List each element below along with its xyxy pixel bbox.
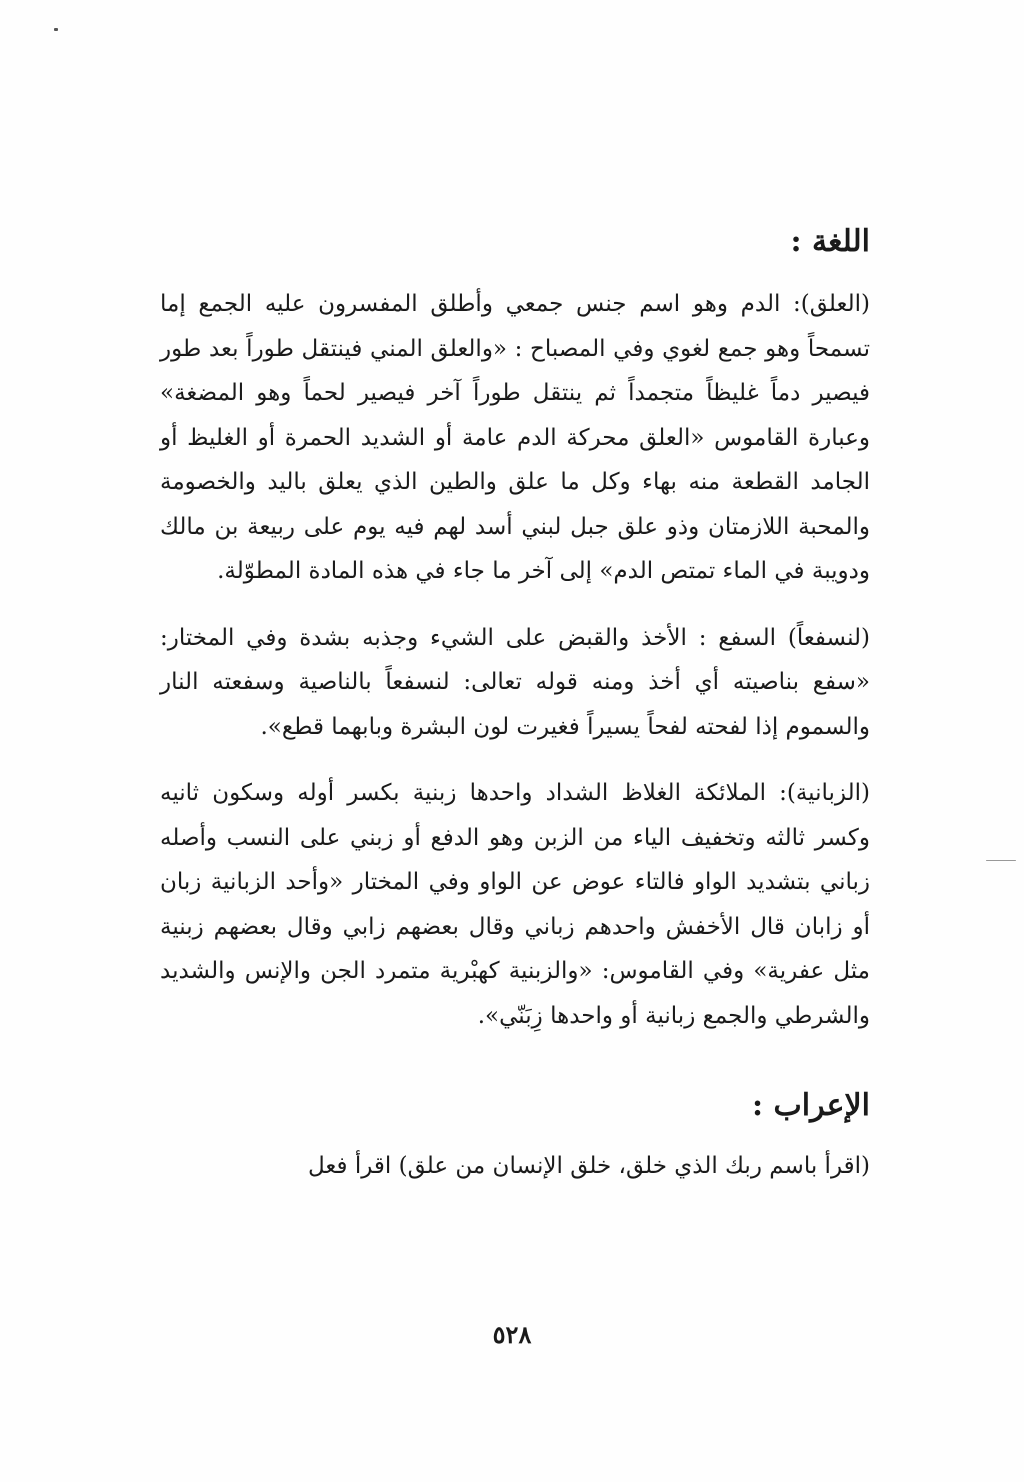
scan-speck [54, 28, 58, 31]
paragraph-lanasfaan: (لنسفعاً) السفع : الأخذ والقبض على الشيء وجذبه بشدة وفي المختار: «سفع بناصيته أي أخذ ومنه قوله تعالى: لنسفعاً بالناصية وسفعته النار والسموم إذا لفحته لفحاً يسيراً فغيرت لون البشرة وبابهما قطع». [160, 624, 870, 740]
section-heading-irab: الإعراب : [752, 1088, 870, 1123]
page-content [160, 222, 870, 1211]
paragraph-zabaniya: (الزبانية): الملائكة الغلاظ الشداد واحدها زبنية بكسر أوله وسكون ثانيه وكسر ثالثه وتخفيف الياء من الزبن وهو الدفع أو زبني على النسب وأصله زباني بتشديد الواو فالتاء عوض عن الواو وفي المختار «وأحد الزبانية زبان أو زابان قال الأخفش واحدهم زباني وقال بعضهم زابي وقال بعضهم زبنية مثل عفرية» وفي القاموس: «والزبنية كهبْرية متمرد الجن والإنس والشديد والشرطي والجمع زبانية أو واحدها زِبَنّي». [160, 780, 870, 1029]
scan-speck [986, 860, 1016, 861]
section-heading-lugha: اللغة : [790, 224, 870, 259]
paragraph-irab-iqra: (اقرأ باسم ربك الذي خلق، خلق الإنسان من علق) اقرأ فعل [308, 1153, 870, 1179]
page-number: ٥٢٨ [492, 1320, 532, 1349]
paragraph-alaq: (العلق): الدم وهو اسم جنس جمعي وأطلق المفسرون عليه الجمع إما تسمحاً وهو جمع لغوي وفي المصباح : «والعلق المني فينتقل طوراً بعد طور فيصير دماً غليظاً متجمداً ثم ينتقل طوراً آخر فيصير لحماً وهو المضغة» وعبارة القاموس «العلق محركة الدم عامة أو الشديد الحمرة أو الغليظ أو الجامد القطعة منه بهاء وكل ما علق والطين الذي يعلق باليد والخصومة والمحبة اللازمتان وذو علق جبل لبني أسد لهم فيه يوم على ربيعة بن مالك ودويبة في الماء تمتص الدم» إلى آخر ما جاء في هذه المادة المطوّلة. [160, 291, 870, 584]
